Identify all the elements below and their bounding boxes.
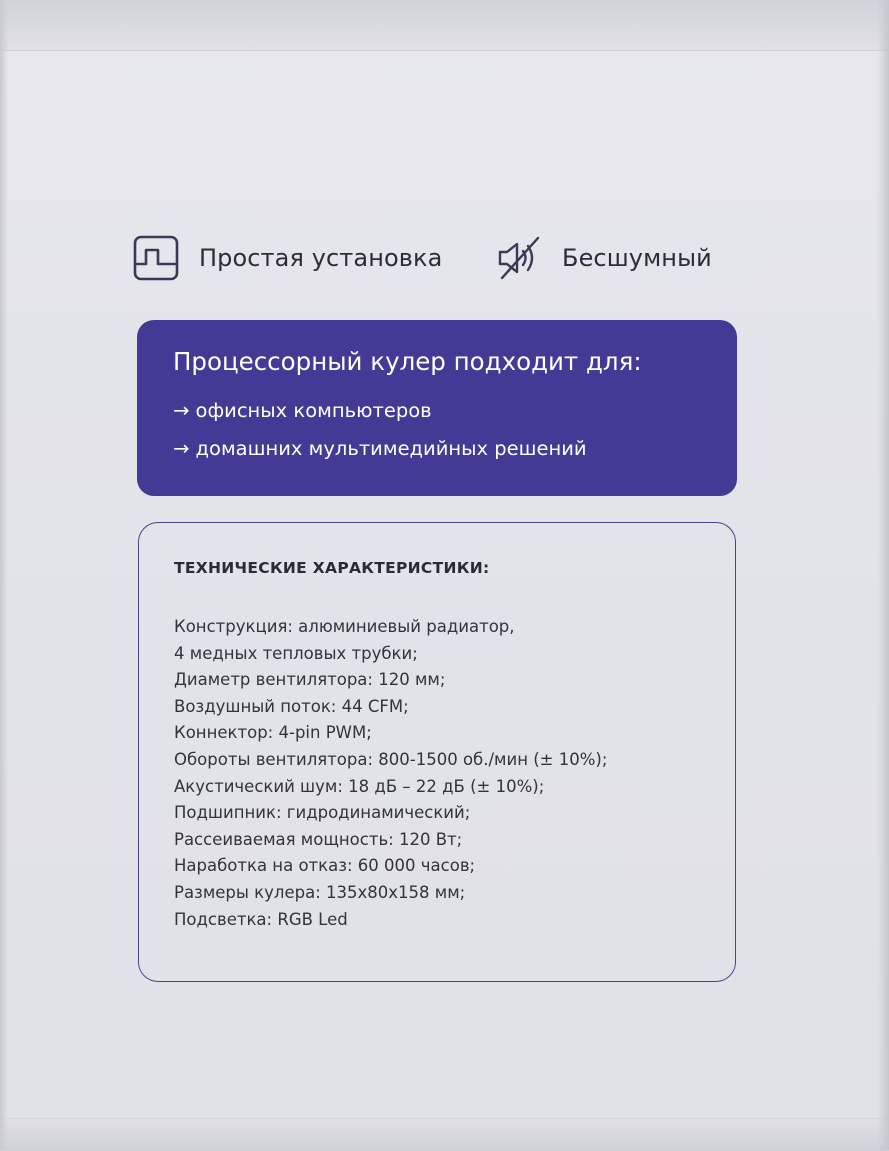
- suitable-for-banner: [137, 320, 737, 496]
- specs-title: ТЕХНИЧЕСКИЕ ХАРАКТЕРИСТИКИ:: [174, 559, 490, 577]
- spec-line: 4 медных тепловых трубки;: [174, 643, 418, 663]
- spec-line: Подшипник: гидродинамический;: [174, 803, 471, 823]
- spec-line: Наработка на отказ: 60 000 часов;: [174, 856, 476, 876]
- feature-silent: [496, 235, 712, 281]
- feature-easy-install-label: Простая установка: [199, 244, 443, 272]
- spec-line: Диаметр вентилятора: 120 мм;: [174, 670, 446, 690]
- box-top-fold: [0, 0, 889, 51]
- spec-line: Коннектор: 4-pin PWM;: [174, 723, 372, 743]
- banner-title: Процессорный кулер подходит для:: [173, 347, 642, 376]
- feature-easy-install: [133, 235, 442, 281]
- box-bottom-fold: [0, 1118, 889, 1151]
- spec-line: Рассеиваемая мощность: 120 Вт;: [174, 829, 463, 849]
- spec-line: Воздушный поток: 44 CFM;: [174, 696, 409, 716]
- banner-item-multimedia: → домашних мультимедийных решений: [173, 437, 587, 460]
- silent-icon: [496, 235, 542, 281]
- spec-line: Подсветка: RGB Led: [174, 909, 348, 929]
- spec-line: Размеры кулера: 135x80x158 мм;: [174, 882, 466, 902]
- banner-item-office: → офисных компьютеров: [173, 399, 432, 422]
- spec-line: Обороты вентилятора: 800-1500 об./мин (± 10%);: [174, 749, 608, 769]
- box-left-edge: [0, 0, 8, 1150]
- easy-install-icon: [133, 235, 179, 281]
- spec-line: Конструкция: алюминиевый радиатор,: [174, 617, 515, 636]
- spec-line: Акустический шум: 18 дБ – 22 дБ (± 10%);: [174, 776, 545, 796]
- feature-silent-label: Бесшумный: [562, 244, 712, 272]
- specs-panel: [138, 522, 736, 982]
- box-right-edge: [877, 0, 889, 1150]
